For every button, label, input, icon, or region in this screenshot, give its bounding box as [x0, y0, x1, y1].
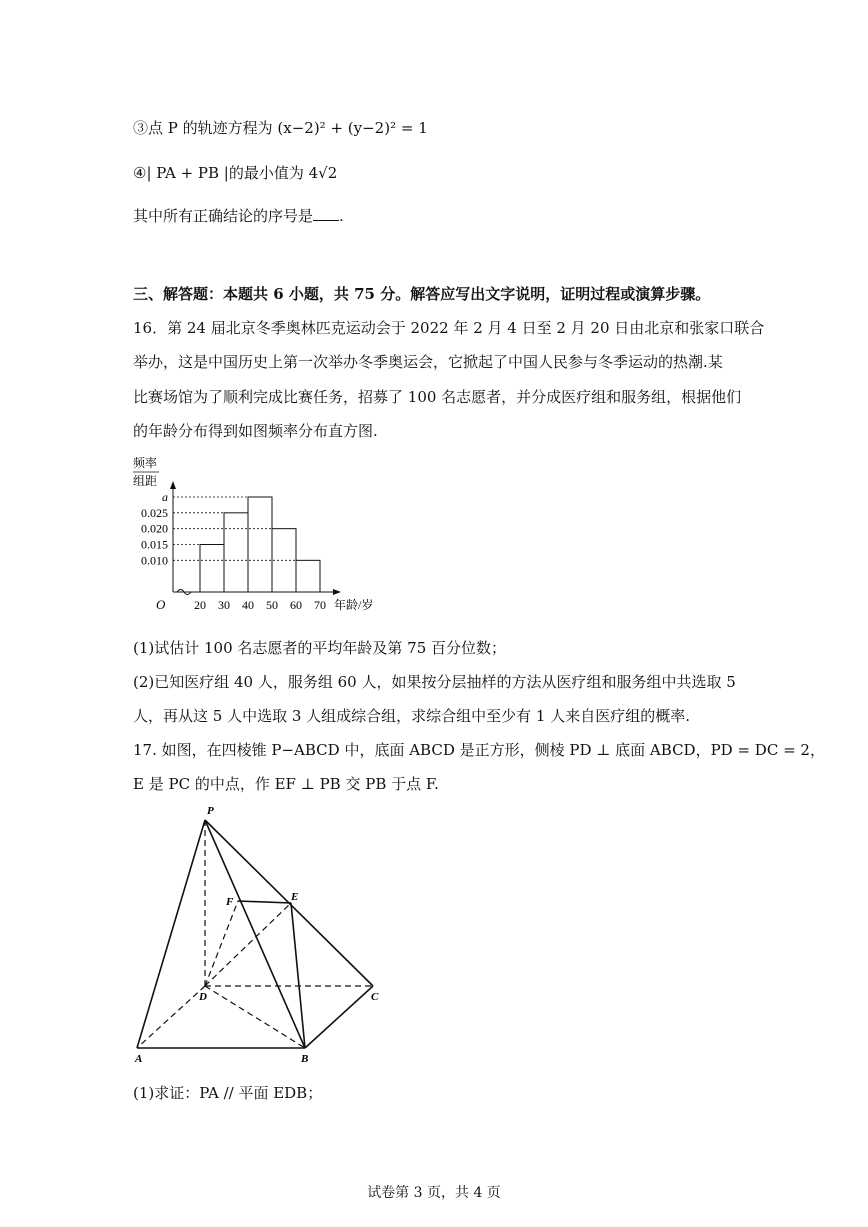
- x-tick-label: 70: [314, 598, 326, 612]
- y-label-top: 频率: [133, 456, 158, 470]
- y-tick-label: 0.025: [141, 505, 168, 520]
- q16-line-2: 举办，这是中国历史上第一次举办冬季奥运会，它掀起了中国人民参与冬季运动的热潮.某: [133, 353, 723, 371]
- option-3: [133, 118, 428, 138]
- q17-line-1: 17. 如图，在四棱锥 P−ABCD 中，底面 ABCD 是正方形，侧棱 PD ⊥ 底面 ABCD，PD = DC = 2，: [133, 741, 825, 759]
- y-axis-arrow: [170, 481, 176, 489]
- answer-prompt-period: .: [339, 207, 344, 225]
- y-tick-label: 0.010: [141, 553, 168, 568]
- y-tick-label: 0.020: [141, 521, 168, 536]
- histogram-bar: [248, 497, 272, 592]
- y-tick-label: 0.015: [141, 537, 168, 552]
- label-c: C: [371, 991, 379, 1003]
- histogram-bar: [296, 560, 320, 592]
- q16-line-4: 的年龄分布得到如图频率分布直方图.: [133, 422, 378, 440]
- histogram-bar: [200, 545, 224, 593]
- edge-pa: [137, 820, 205, 1048]
- y-tick-label: a: [162, 490, 168, 504]
- q17-part-1: (1)求证：PA // 平面 EDB；: [133, 1084, 323, 1102]
- x-tick-label: 30: [218, 598, 230, 612]
- q16-part-1: (1)试估计 100 名志愿者的平均年龄及第 75 百分位数；: [133, 639, 507, 657]
- segment-fe: [238, 901, 291, 903]
- edge-pb: [205, 820, 305, 1048]
- q16-line-1: 16．第 24 届北京冬季奥林匹克运动会于 2022 年 2 月 4 日至 2 月 20 日由北京和张家口联合: [133, 319, 765, 337]
- answer-prompt-text: 其中所有正确结论的序号是: [133, 207, 314, 225]
- edge-da-hidden: [137, 986, 205, 1048]
- segment-de-hidden: [205, 903, 291, 986]
- option-3-text: ③点 P 的轨迹方程为 (x−2)² + (y−2)² = 1: [133, 119, 428, 137]
- q17-line-2: E 是 PC 的中点，作 EF ⊥ PB 交 PB 于点 F.: [133, 775, 439, 793]
- frequency-histogram: [125, 455, 395, 620]
- page-footer: 试卷第 3 页，共 4 页: [367, 1185, 501, 1201]
- y-label-bottom: 组距: [133, 474, 158, 488]
- histogram-bar: [224, 513, 248, 592]
- q16-part-2-line-1: (2)已知医疗组 40 人，服务组 60 人，如果按分层抽样的方法从医疗组和服务组中共选取 5: [133, 673, 736, 691]
- option-4-text: ④| PA + PB |的最小值为 4√2: [133, 164, 338, 182]
- x-tick-label: 20: [194, 598, 206, 612]
- label-p: P: [207, 805, 214, 817]
- x-axis-label: 年龄/岁: [334, 598, 374, 612]
- label-e: E: [291, 891, 299, 903]
- label-f: F: [226, 896, 234, 908]
- histogram-bar: [272, 529, 296, 592]
- x-axis-arrow: [333, 589, 341, 595]
- origin-label: O: [156, 597, 166, 612]
- x-tick-label: 60: [290, 598, 302, 612]
- edge-bc: [305, 986, 373, 1048]
- option-4: [133, 163, 337, 183]
- segment-df-hidden: [205, 901, 238, 986]
- x-tick-label: 50: [266, 598, 278, 612]
- section-3-heading: 三、解答题：本题共 6 小题，共 75 分。解答应写出文字说明，证明过程或演算步骤。: [133, 285, 711, 303]
- answer-blank: [313, 206, 339, 221]
- label-d: D: [199, 991, 207, 1003]
- pyramid-figure: [125, 800, 395, 1070]
- answer-prompt: [133, 206, 344, 226]
- diagonal-db-hidden: [205, 986, 305, 1048]
- x-tick-label: 40: [242, 598, 254, 612]
- q16-line-3: 比赛场馆为了顺利完成比赛任务，招募了 100 名志愿者，并分成医疗组和服务组，根据他们: [133, 388, 742, 406]
- label-a: A: [135, 1053, 143, 1065]
- q16-part-2-line-2: 人，再从这 5 人中选取 3 人组成综合组，求综合组中至少有 1 人来自医疗组的概率.: [133, 707, 691, 725]
- segment-eb: [291, 903, 305, 1048]
- label-b: B: [301, 1053, 309, 1065]
